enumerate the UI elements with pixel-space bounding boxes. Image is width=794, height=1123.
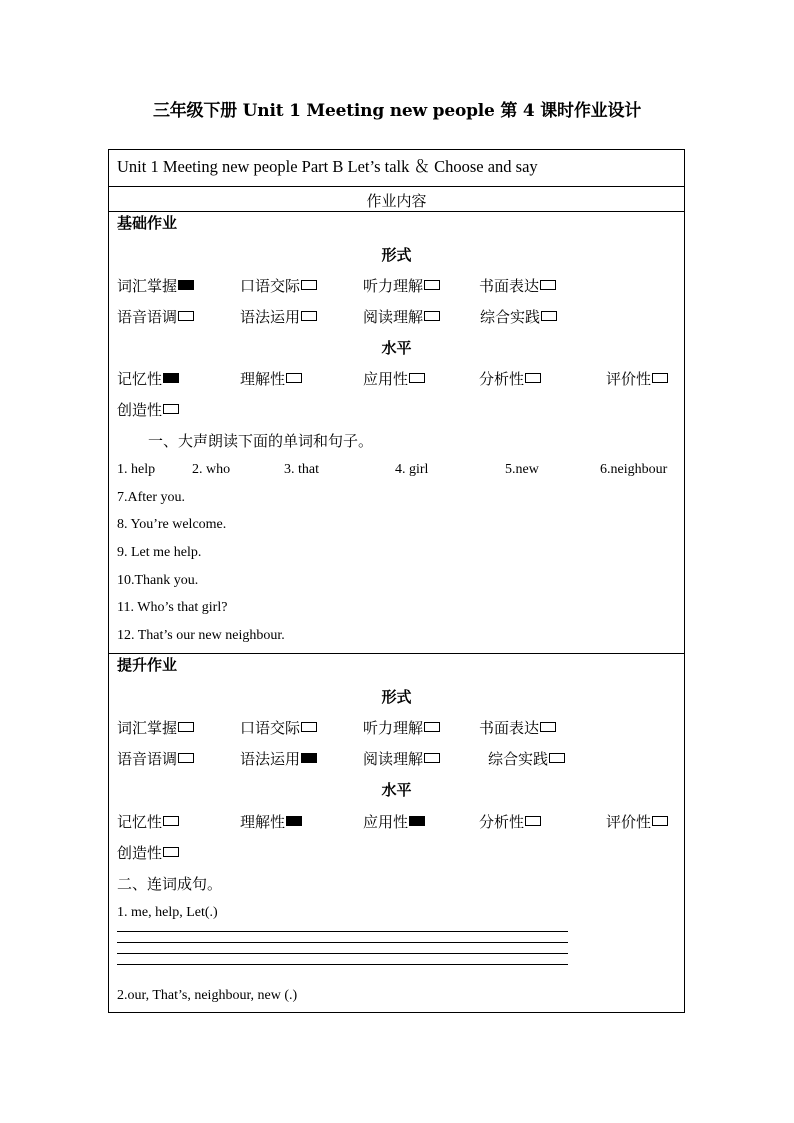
- checkbox-icon[interactable]: [652, 373, 668, 383]
- task-title: 二、连词成句。: [117, 875, 223, 893]
- option-item: [363, 811, 425, 832]
- checkbox-icon[interactable]: [163, 373, 179, 383]
- option-label: 阅读理解: [363, 750, 424, 768]
- answer-line[interactable]: [117, 964, 568, 965]
- checkbox-icon[interactable]: [163, 816, 179, 826]
- option-item: [479, 811, 541, 832]
- checkbox-icon[interactable]: [540, 280, 556, 290]
- option-label: 应用性: [363, 370, 409, 388]
- basic-level-label: 水平: [381, 339, 412, 357]
- option-label: 理解性: [240, 370, 286, 388]
- option-item: [117, 399, 179, 420]
- checkbox-icon[interactable]: [301, 722, 317, 732]
- content-header: 作业内容: [366, 192, 427, 210]
- checkbox-icon[interactable]: [409, 373, 425, 383]
- option-item: [240, 275, 317, 296]
- advanced-heading: 提升作业: [117, 656, 178, 674]
- option-item: [363, 748, 440, 769]
- answer-line[interactable]: [117, 953, 568, 954]
- checkbox-icon[interactable]: [301, 311, 317, 321]
- page-title: 三年级下册 Unit 1 Meeting new people 第 4 课时作业设计: [152, 101, 642, 121]
- basic-heading: 基础作业: [117, 214, 178, 232]
- divider: [109, 211, 684, 212]
- word-item: 3. that: [284, 462, 319, 477]
- checkbox-icon[interactable]: [525, 373, 541, 383]
- option-label: 口语交际: [240, 277, 301, 295]
- question-1: 1. me, help, Let(.): [117, 905, 218, 920]
- sentence-item: 12. That’s our new neighbour.: [117, 628, 285, 643]
- checkbox-icon[interactable]: [424, 753, 440, 763]
- option-item: [117, 811, 179, 832]
- option-item: [240, 306, 317, 327]
- word-item: 1. help: [117, 462, 156, 477]
- checkbox-icon[interactable]: [178, 311, 194, 321]
- option-item: [363, 717, 440, 738]
- checkbox-icon[interactable]: [541, 311, 557, 321]
- checkbox-icon[interactable]: [424, 722, 440, 732]
- checkbox-icon[interactable]: [424, 311, 440, 321]
- option-label: 语音语调: [117, 750, 178, 768]
- option-item: [117, 306, 194, 327]
- option-label: 理解性: [240, 813, 286, 831]
- word-item: 6.neighbour: [600, 462, 668, 477]
- option-item: [117, 275, 194, 296]
- option-label: 记忆性: [117, 370, 163, 388]
- checkbox-icon[interactable]: [301, 753, 317, 763]
- checkbox-icon[interactable]: [424, 280, 440, 290]
- lesson-subtitle: Unit 1 Meeting new people Part B Let’s talk ＆ Choose and say: [117, 157, 538, 176]
- option-item: [240, 717, 317, 738]
- checkbox-icon[interactable]: [549, 753, 565, 763]
- sentence-item: 7.After you.: [117, 490, 186, 505]
- question-2: 2.our, That’s, neighbour, new (.): [117, 988, 298, 1003]
- option-label: 阅读理解: [363, 308, 424, 326]
- task-title: 一、大声朗读下面的单词和句子。: [148, 432, 374, 450]
- option-label: 语法运用: [240, 308, 301, 326]
- option-item: [117, 842, 179, 863]
- advanced-level-label: 水平: [381, 781, 412, 799]
- option-item: [479, 275, 556, 296]
- option-label: 语音语调: [117, 308, 178, 326]
- word-item: 5.new: [505, 462, 539, 477]
- checkbox-icon[interactable]: [286, 816, 302, 826]
- option-label: 书面表达: [479, 277, 540, 295]
- checkbox-icon[interactable]: [409, 816, 425, 826]
- checkbox-icon[interactable]: [540, 722, 556, 732]
- option-label: 书面表达: [479, 719, 540, 737]
- option-item: [363, 306, 440, 327]
- checkbox-icon[interactable]: [178, 280, 194, 290]
- option-label: 听力理解: [363, 277, 424, 295]
- option-item: [606, 811, 668, 832]
- option-item: [479, 368, 541, 389]
- option-item: [240, 748, 317, 769]
- option-label: 词汇掌握: [117, 277, 178, 295]
- option-label: 分析性: [479, 813, 525, 831]
- option-item: [479, 717, 556, 738]
- option-label: 听力理解: [363, 719, 424, 737]
- basic-form-label: 形式: [381, 246, 412, 264]
- option-label: 创造性: [117, 401, 163, 419]
- option-item: [606, 368, 668, 389]
- checkbox-icon[interactable]: [163, 404, 179, 414]
- option-label: 综合实践: [488, 750, 549, 768]
- word-item: 2. who: [192, 462, 231, 477]
- option-label: 口语交际: [240, 719, 301, 737]
- divider: [109, 653, 684, 654]
- option-label: 评价性: [606, 370, 652, 388]
- option-item: [117, 748, 194, 769]
- option-item: [240, 811, 302, 832]
- sentence-item: 9. Let me help.: [117, 545, 202, 560]
- checkbox-icon[interactable]: [178, 753, 194, 763]
- checkbox-icon[interactable]: [178, 722, 194, 732]
- option-label: 分析性: [479, 370, 525, 388]
- option-label: 评价性: [606, 813, 652, 831]
- option-label: 语法运用: [240, 750, 301, 768]
- option-item: [240, 368, 302, 389]
- option-item: [488, 748, 565, 769]
- answer-line[interactable]: [117, 942, 568, 943]
- sentence-item: 8. You’re welcome.: [117, 517, 227, 532]
- checkbox-icon[interactable]: [286, 373, 302, 383]
- option-item: [117, 368, 179, 389]
- option-label: 记忆性: [117, 813, 163, 831]
- checkbox-icon[interactable]: [652, 816, 668, 826]
- checkbox-icon[interactable]: [163, 847, 179, 857]
- sentence-item: 10.Thank you.: [117, 573, 199, 588]
- option-item: [363, 368, 425, 389]
- option-item: [480, 306, 557, 327]
- option-label: 综合实践: [480, 308, 541, 326]
- answer-line[interactable]: [117, 931, 568, 932]
- divider: [109, 186, 684, 187]
- option-item: [117, 717, 194, 738]
- checkbox-icon[interactable]: [525, 816, 541, 826]
- advanced-form-label: 形式: [381, 688, 412, 706]
- option-label: 词汇掌握: [117, 719, 178, 737]
- worksheet-table: [108, 149, 685, 1013]
- sentence-item: 11. Who’s that girl?: [117, 600, 228, 615]
- checkbox-icon[interactable]: [301, 280, 317, 290]
- option-item: [363, 275, 440, 296]
- option-label: 应用性: [363, 813, 409, 831]
- option-label: 创造性: [117, 844, 163, 862]
- word-item: 4. girl: [395, 462, 429, 477]
